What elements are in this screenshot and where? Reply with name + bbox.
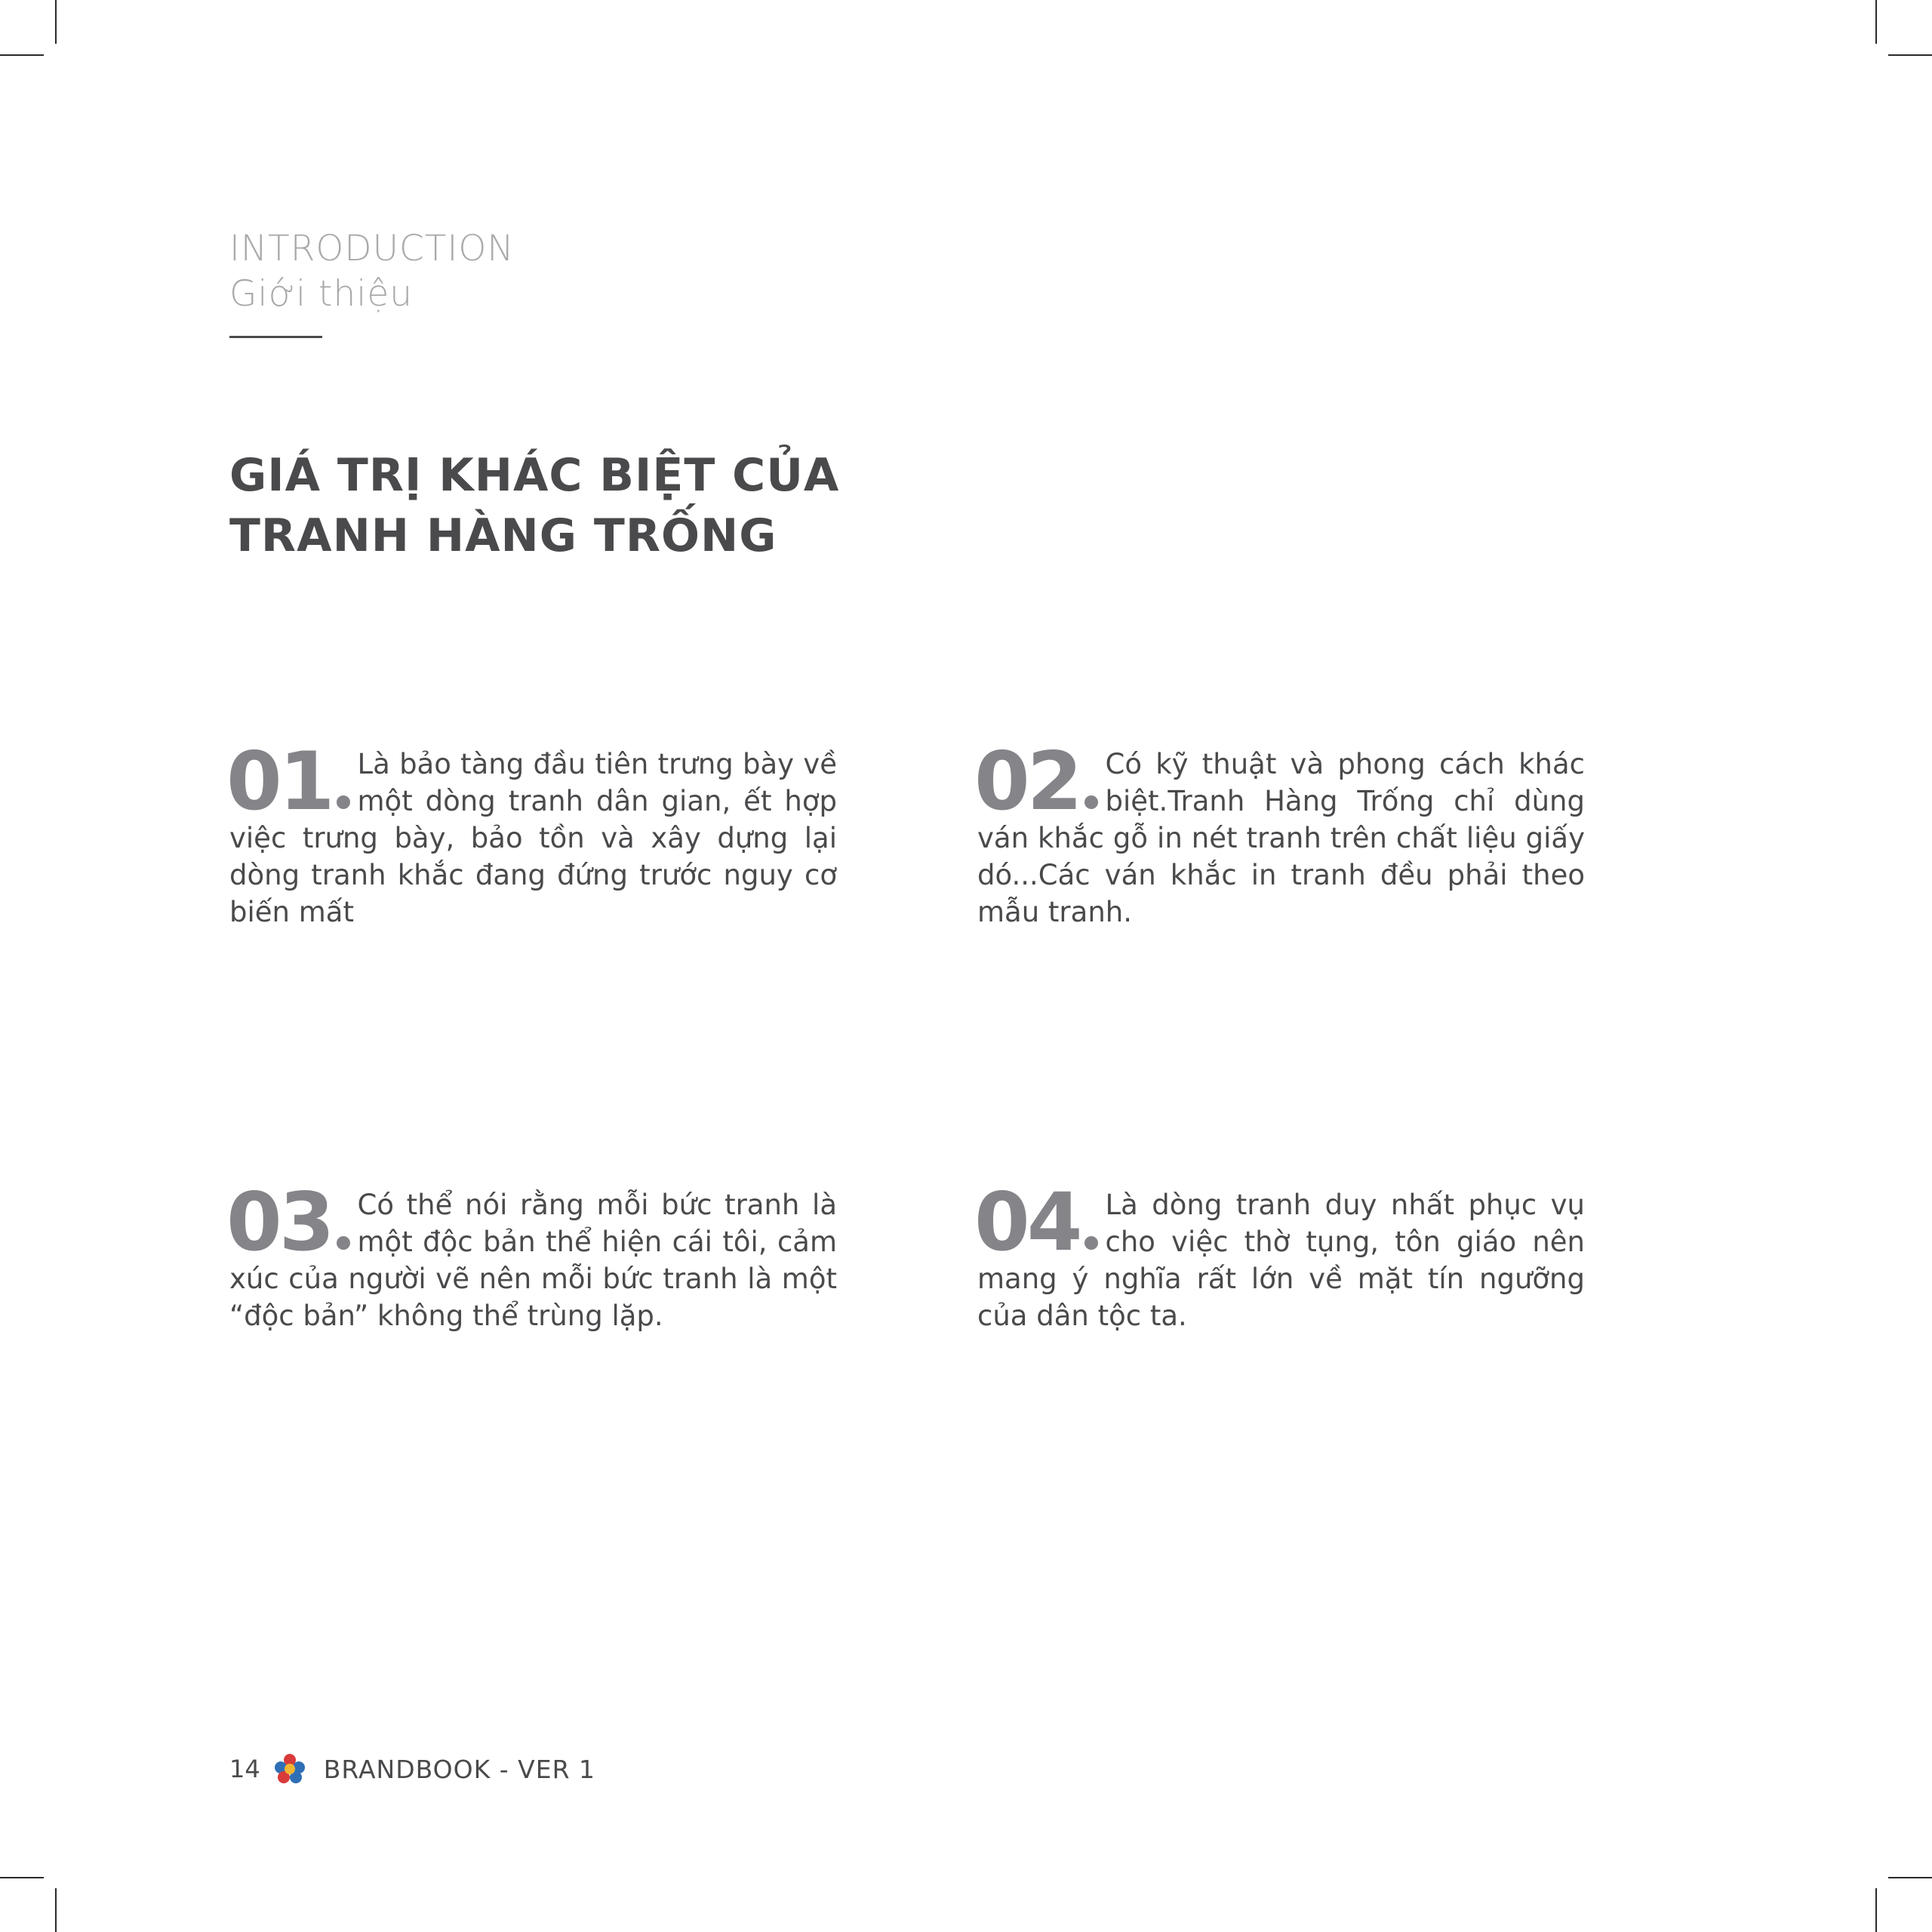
value-point-01 [226, 735, 837, 931]
page-title-line-1: GIÁ TRỊ KHÁC BIỆT CỦA [229, 449, 840, 502]
crop-mark [1888, 1877, 1932, 1878]
crop-mark [1875, 1888, 1877, 1932]
eyebrow-english: INTRODUCTION [229, 228, 515, 269]
point-number: 03 [226, 1189, 350, 1256]
page-number: 14 [229, 1755, 260, 1783]
page-title-line-2: TRANH HÀNG TRỐNG [229, 509, 777, 562]
value-point-04 [974, 1176, 1585, 1334]
crop-mark [55, 0, 57, 44]
page-footer [229, 1752, 595, 1786]
value-point-02 [974, 735, 1585, 931]
crop-mark [55, 1888, 57, 1932]
crop-mark [1888, 54, 1932, 56]
eyebrow-divider [229, 336, 322, 338]
value-point-03 [226, 1176, 837, 1334]
point-text: Là dòng tranh duy nhất phục vụ cho việc thờ tụng, tôn giáo nên mang ý nghĩa rất lớn về mặt tín ngưỡng của dân tộc ta. [977, 1189, 1585, 1332]
section-eyebrow [229, 226, 833, 317]
eyebrow-vietnamese: Giới thiệu [229, 273, 414, 315]
page-title [229, 445, 1211, 566]
point-text: Có thể nói rằng mỗi bức tranh là một độc bản thể hiện cái tôi, cảm xúc của người vẽ nên mỗi bức tranh là một “độc bản” không thể trùng lặp. [229, 1189, 837, 1332]
point-text: Là bảo tàng đầu tiên trưng bày về một dòng tranh dân gian, ết hợp việc trưng bày, bảo tồn và xây dựng lại dòng tranh khắc đang đứng trước nguy cơ biến mất [229, 748, 837, 928]
point-number: 02 [974, 749, 1098, 815]
point-number: 01 [226, 749, 350, 815]
brandbook-label: BRANDBOOK - VER 1 [323, 1754, 595, 1784]
crop-mark [0, 1877, 44, 1878]
crop-mark [1875, 0, 1877, 44]
point-text: Có kỹ thuật và phong cách khác biệt.Tranh Hàng Trống chỉ dùng ván khắc gỗ in nét tranh trên chất liệu giấy dó...Các ván khắc in tranh đều phải theo mẫu tranh. [977, 748, 1585, 928]
flower-logo-icon [272, 1752, 307, 1786]
point-number: 04 [974, 1189, 1098, 1256]
crop-mark [0, 54, 44, 56]
